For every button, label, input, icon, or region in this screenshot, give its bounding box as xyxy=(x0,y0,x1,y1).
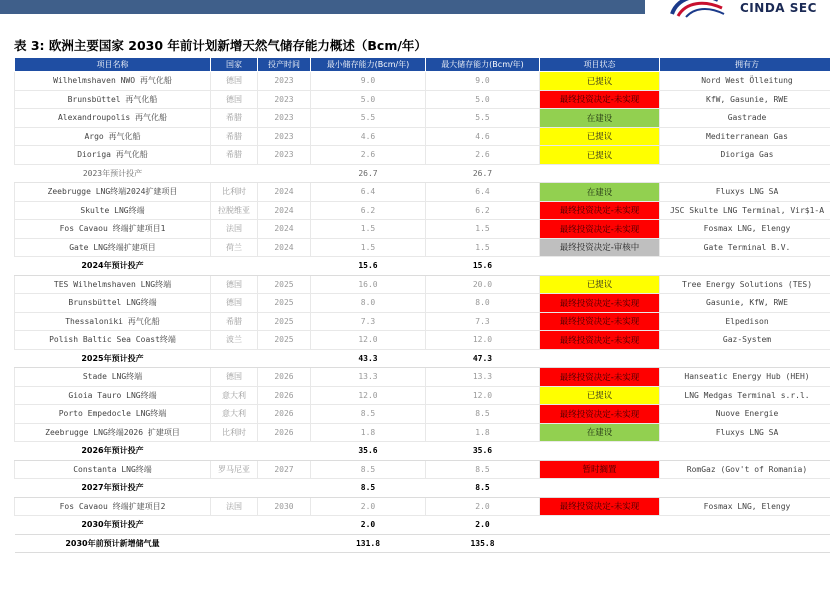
cell-country xyxy=(211,164,258,183)
cell-owner xyxy=(660,534,830,553)
cell-project-name: Brunsbüttel 再气化船 xyxy=(15,90,211,109)
cell-country: 比利时 xyxy=(211,183,258,202)
brand-logo xyxy=(668,0,830,18)
cell-start-year xyxy=(258,516,311,535)
table-row xyxy=(15,238,830,257)
cell-project-name: Gioia Tauro LNG终端 xyxy=(15,386,211,405)
subtotal-row xyxy=(15,442,830,461)
cell-min-capacity: 131.8 xyxy=(311,534,426,553)
cell-start-year xyxy=(258,349,311,368)
cell-owner: Gate Terminal B.V. xyxy=(660,238,830,257)
cell-owner xyxy=(660,257,830,276)
cell-country xyxy=(211,534,258,553)
cell-project-name: 2027年预计投产 xyxy=(15,479,211,498)
cell-owner: KfW, Gasunie, RWE xyxy=(660,90,830,109)
cell-project-name: Argo 再气化船 xyxy=(15,127,211,146)
cell-project-name: Porto Empedocle LNG终端 xyxy=(15,405,211,424)
status-badge: 在建设 xyxy=(540,183,660,202)
cell-owner: Nord West Ölleitung xyxy=(660,72,830,91)
cell-status xyxy=(540,442,660,461)
status-badge: 最终投资决定-未实现 xyxy=(540,368,660,387)
cell-country: 希腊 xyxy=(211,127,258,146)
cell-min-capacity: 2.0 xyxy=(311,516,426,535)
table-row xyxy=(15,127,830,146)
cell-start-year: 2026 xyxy=(258,423,311,442)
table-row xyxy=(15,109,830,128)
cell-status xyxy=(540,164,660,183)
cell-country: 希腊 xyxy=(211,312,258,331)
table-row xyxy=(15,220,830,239)
table-row xyxy=(15,90,830,109)
cell-start-year: 2023 xyxy=(258,72,311,91)
cell-max-capacity: 47.3 xyxy=(426,349,540,368)
header-project-status: 项目状态 xyxy=(540,58,660,72)
cell-owner xyxy=(660,479,830,498)
cell-project-name: Gate LNG终端扩建项目 xyxy=(15,238,211,257)
cell-owner: Fluxys LNG SA xyxy=(660,183,830,202)
brand-name: CINDA SEC xyxy=(740,1,817,15)
table-title: 表 3: 欧洲主要国家 2030 年前计划新增天然气储存能力概述（Bcm/年） xyxy=(14,38,427,53)
cell-project-name: 2026年预计投产 xyxy=(15,442,211,461)
cell-owner: Fosmax LNG, Elengy xyxy=(660,220,830,239)
cell-start-year: 2025 xyxy=(258,275,311,294)
cell-min-capacity: 1.5 xyxy=(311,238,426,257)
cell-project-name: Alexandroupolis 再气化船 xyxy=(15,109,211,128)
cell-max-capacity: 8.0 xyxy=(426,294,540,313)
cell-project-name: 2024年预计投产 xyxy=(15,257,211,276)
storage-capacity-table xyxy=(14,57,830,553)
cell-start-year: 2023 xyxy=(258,127,311,146)
cell-owner: Gastrade xyxy=(660,109,830,128)
table-row xyxy=(15,294,830,313)
cell-status xyxy=(540,534,660,553)
cell-min-capacity: 12.0 xyxy=(311,386,426,405)
cell-country: 意大利 xyxy=(211,386,258,405)
subtotal-row xyxy=(15,534,830,553)
cell-min-capacity: 6.2 xyxy=(311,201,426,220)
cell-min-capacity: 2.0 xyxy=(311,497,426,516)
cell-max-capacity: 5.5 xyxy=(426,109,540,128)
cell-country xyxy=(211,257,258,276)
subtotal-row xyxy=(15,349,830,368)
cell-min-capacity: 8.5 xyxy=(311,479,426,498)
cell-min-capacity: 6.4 xyxy=(311,183,426,202)
cell-max-capacity: 9.0 xyxy=(426,72,540,91)
table-row xyxy=(15,201,830,220)
status-badge: 最终投资决定-未实现 xyxy=(540,312,660,331)
table-row xyxy=(15,183,830,202)
cell-start-year xyxy=(258,534,311,553)
cell-project-name: Fos Cavaou 终端扩建项目1 xyxy=(15,220,211,239)
cell-project-name: Wilhelmshaven NWO 再气化船 xyxy=(15,72,211,91)
cell-owner xyxy=(660,164,830,183)
table-row xyxy=(15,368,830,387)
cell-owner: Elpedison xyxy=(660,312,830,331)
cell-start-year: 2024 xyxy=(258,238,311,257)
cell-max-capacity: 6.4 xyxy=(426,183,540,202)
cell-min-capacity: 8.0 xyxy=(311,294,426,313)
status-badge: 最终投资决定-未实现 xyxy=(540,201,660,220)
cell-max-capacity: 15.6 xyxy=(426,257,540,276)
cell-country: 德国 xyxy=(211,294,258,313)
status-badge: 最终投资决定-未实现 xyxy=(540,294,660,313)
cell-project-name: TES Wilhelmshaven LNG终端 xyxy=(15,275,211,294)
cell-owner: RomGaz (Gov't of Romania) xyxy=(660,460,830,479)
cell-status xyxy=(540,516,660,535)
cell-start-year xyxy=(258,479,311,498)
cell-max-capacity: 8.5 xyxy=(426,460,540,479)
cell-min-capacity: 8.5 xyxy=(311,460,426,479)
status-badge: 已提议 xyxy=(540,127,660,146)
cell-start-year xyxy=(258,164,311,183)
subtotal-row xyxy=(15,257,830,276)
cinda-logo-icon xyxy=(668,0,726,18)
status-badge: 最终投资决定-未实现 xyxy=(540,331,660,350)
table-row xyxy=(15,423,830,442)
cell-country: 荷兰 xyxy=(211,238,258,257)
cell-project-name: Dioriga 再气化船 xyxy=(15,146,211,165)
cell-min-capacity: 35.6 xyxy=(311,442,426,461)
subtotal-row xyxy=(15,479,830,498)
cell-project-name: Constanta LNG终端 xyxy=(15,460,211,479)
cell-owner: Dioriga Gas xyxy=(660,146,830,165)
cell-owner xyxy=(660,442,830,461)
cell-owner: Gaz-System xyxy=(660,331,830,350)
cell-owner: Fluxys LNG SA xyxy=(660,423,830,442)
subtotal-row xyxy=(15,164,830,183)
cell-project-name: Skulte LNG终端 xyxy=(15,201,211,220)
cell-min-capacity: 43.3 xyxy=(311,349,426,368)
header-owner: 拥有方 xyxy=(660,58,830,72)
cell-start-year: 2023 xyxy=(258,146,311,165)
cell-owner: Tree Energy Solutions (TES) xyxy=(660,275,830,294)
cell-start-year: 2026 xyxy=(258,405,311,424)
status-badge: 在建设 xyxy=(540,423,660,442)
cell-max-capacity: 26.7 xyxy=(426,164,540,183)
cell-status xyxy=(540,349,660,368)
cell-owner: JSC Skulte LNG Terminal, Vir$1-A xyxy=(660,201,830,220)
cell-owner: Mediterranean Gas xyxy=(660,127,830,146)
cell-min-capacity: 12.0 xyxy=(311,331,426,350)
status-badge: 暂时搁置 xyxy=(540,460,660,479)
cell-max-capacity: 2.0 xyxy=(426,516,540,535)
table-header-row xyxy=(15,58,830,72)
subtotal-row xyxy=(15,516,830,535)
cell-owner xyxy=(660,349,830,368)
header-start-year: 投产时间 xyxy=(258,58,311,72)
cell-country: 德国 xyxy=(211,90,258,109)
cell-start-year: 2027 xyxy=(258,460,311,479)
cell-project-name: 2023年预计投产 xyxy=(15,164,211,183)
cell-max-capacity: 7.3 xyxy=(426,312,540,331)
cell-max-capacity: 6.2 xyxy=(426,201,540,220)
cell-start-year: 2023 xyxy=(258,109,311,128)
header-country: 国家 xyxy=(211,58,258,72)
cell-project-name: Zeebrugge LNG终端2026 扩建项目 xyxy=(15,423,211,442)
cell-start-year: 2024 xyxy=(258,201,311,220)
cell-country: 希腊 xyxy=(211,146,258,165)
top-banner xyxy=(0,0,645,14)
cell-owner: Fosmax LNG, Elengy xyxy=(660,497,830,516)
cell-project-name: 2030年前预计新增储气量 xyxy=(15,534,211,553)
cell-project-name: Zeebrugge LNG终端2024扩建项目 xyxy=(15,183,211,202)
cell-owner: Gasunie, KfW, RWE xyxy=(660,294,830,313)
cell-country: 意大利 xyxy=(211,405,258,424)
status-badge: 最终投资决定-未实现 xyxy=(540,405,660,424)
header-min-capacity: 最小储存能力(Bcm/年) xyxy=(311,58,426,72)
status-badge: 最终投资决定-未实现 xyxy=(540,220,660,239)
cell-project-name: 2030年预计投产 xyxy=(15,516,211,535)
cell-project-name: 2025年预计投产 xyxy=(15,349,211,368)
status-badge: 最终投资决定-未实现 xyxy=(540,497,660,516)
cell-country: 德国 xyxy=(211,275,258,294)
cell-max-capacity: 13.3 xyxy=(426,368,540,387)
cell-country xyxy=(211,442,258,461)
cell-max-capacity: 135.8 xyxy=(426,534,540,553)
cell-project-name: Thessaloniki 再气化船 xyxy=(15,312,211,331)
cell-status xyxy=(540,479,660,498)
cell-min-capacity: 16.0 xyxy=(311,275,426,294)
cell-max-capacity: 8.5 xyxy=(426,405,540,424)
cell-project-name: Stade LNG终端 xyxy=(15,368,211,387)
cell-start-year: 2024 xyxy=(258,220,311,239)
cell-start-year: 2025 xyxy=(258,312,311,331)
cell-min-capacity: 13.3 xyxy=(311,368,426,387)
cell-max-capacity: 20.0 xyxy=(426,275,540,294)
status-badge: 最终投资决定-审核中 xyxy=(540,238,660,257)
cell-max-capacity: 4.6 xyxy=(426,127,540,146)
cell-min-capacity: 9.0 xyxy=(311,72,426,91)
cell-country: 希腊 xyxy=(211,109,258,128)
cell-start-year xyxy=(258,442,311,461)
cell-min-capacity: 8.5 xyxy=(311,405,426,424)
cell-max-capacity: 35.6 xyxy=(426,442,540,461)
cell-min-capacity: 2.6 xyxy=(311,146,426,165)
cell-country: 德国 xyxy=(211,368,258,387)
cell-country: 拉脱维亚 xyxy=(211,201,258,220)
cell-country: 法国 xyxy=(211,497,258,516)
cell-country: 法国 xyxy=(211,220,258,239)
table-row xyxy=(15,275,830,294)
header-project-name: 项目名称 xyxy=(15,58,211,72)
cell-max-capacity: 5.0 xyxy=(426,90,540,109)
cell-start-year: 2025 xyxy=(258,294,311,313)
cell-max-capacity: 8.5 xyxy=(426,479,540,498)
cell-max-capacity: 2.0 xyxy=(426,497,540,516)
table-row xyxy=(15,460,830,479)
cell-start-year: 2026 xyxy=(258,386,311,405)
cell-owner: Hanseatic Energy Hub (HEH) xyxy=(660,368,830,387)
status-badge: 已提议 xyxy=(540,275,660,294)
cell-min-capacity: 1.5 xyxy=(311,220,426,239)
cell-min-capacity: 5.5 xyxy=(311,109,426,128)
table-row xyxy=(15,331,830,350)
cell-start-year: 2024 xyxy=(258,183,311,202)
status-badge: 最终投资决定-未实现 xyxy=(540,90,660,109)
table-row xyxy=(15,405,830,424)
cell-status xyxy=(540,257,660,276)
cell-max-capacity: 1.5 xyxy=(426,238,540,257)
cell-owner: Nuove Energie xyxy=(660,405,830,424)
cell-project-name: Brunsbüttel LNG终端 xyxy=(15,294,211,313)
cell-country: 波兰 xyxy=(211,331,258,350)
status-badge: 在建设 xyxy=(540,109,660,128)
cell-max-capacity: 12.0 xyxy=(426,386,540,405)
table-row xyxy=(15,146,830,165)
cell-min-capacity: 15.6 xyxy=(311,257,426,276)
table-row xyxy=(15,497,830,516)
cell-country xyxy=(211,479,258,498)
cell-owner xyxy=(660,516,830,535)
cell-project-name: Fos Cavaou 终端扩建项目2 xyxy=(15,497,211,516)
table-row xyxy=(15,312,830,331)
cell-min-capacity: 1.8 xyxy=(311,423,426,442)
status-badge: 已提议 xyxy=(540,72,660,91)
cell-start-year: 2030 xyxy=(258,497,311,516)
cell-country: 罗马尼亚 xyxy=(211,460,258,479)
cell-country xyxy=(211,516,258,535)
status-badge: 已提议 xyxy=(540,386,660,405)
cell-min-capacity: 26.7 xyxy=(311,164,426,183)
cell-country: 比利时 xyxy=(211,423,258,442)
cell-min-capacity: 4.6 xyxy=(311,127,426,146)
cell-max-capacity: 1.8 xyxy=(426,423,540,442)
status-badge: 已提议 xyxy=(540,146,660,165)
table-row xyxy=(15,72,830,91)
cell-owner: LNG Medgas Terminal s.r.l. xyxy=(660,386,830,405)
cell-start-year xyxy=(258,257,311,276)
cell-start-year: 2026 xyxy=(258,368,311,387)
cell-project-name: Polish Baltic Sea Coast终端 xyxy=(15,331,211,350)
cell-max-capacity: 12.0 xyxy=(426,331,540,350)
table-row xyxy=(15,386,830,405)
cell-min-capacity: 7.3 xyxy=(311,312,426,331)
cell-start-year: 2025 xyxy=(258,331,311,350)
cell-max-capacity: 2.6 xyxy=(426,146,540,165)
cell-country: 德国 xyxy=(211,72,258,91)
cell-min-capacity: 5.0 xyxy=(311,90,426,109)
cell-country xyxy=(211,349,258,368)
cell-start-year: 2023 xyxy=(258,90,311,109)
header-max-capacity: 最大储存能力(Bcm/年) xyxy=(426,58,540,72)
cell-max-capacity: 1.5 xyxy=(426,220,540,239)
